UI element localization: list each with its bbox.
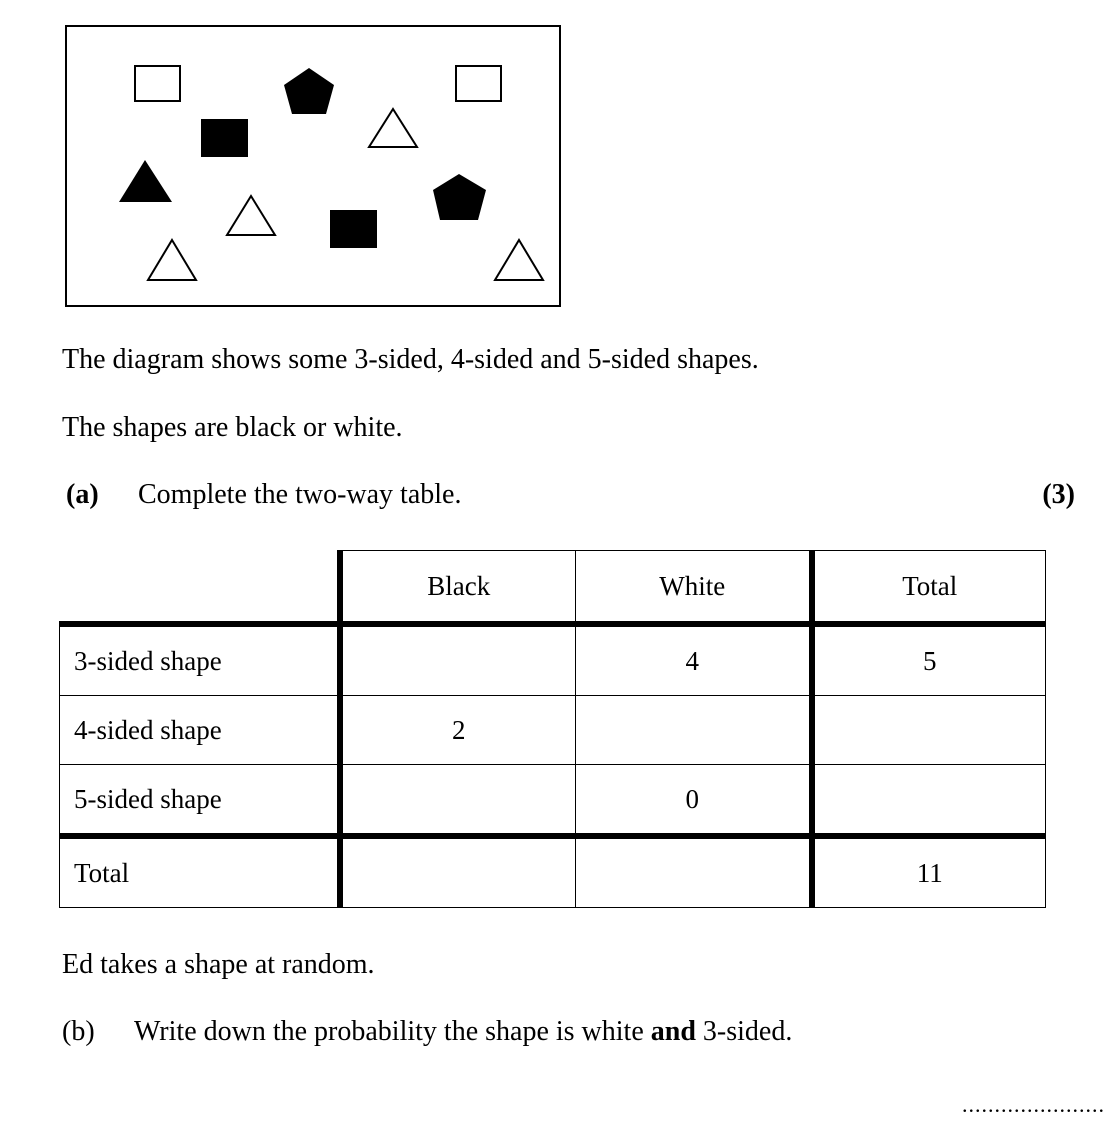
- cell-4-sided-white[interactable]: [576, 696, 812, 765]
- cell-3-sided-white: 4: [576, 624, 812, 696]
- black-square-shape: [330, 210, 377, 248]
- intro-line-1: The diagram shows some 3-sided, 4-sided and 5-sided shapes.: [62, 344, 759, 375]
- white-triangle-shape: [227, 196, 275, 235]
- white-square-shape: [135, 66, 180, 101]
- row-label-4-sided: 4-sided shape: [60, 696, 340, 765]
- table-total-row: [60, 836, 1046, 908]
- cell-total-white[interactable]: [576, 836, 812, 908]
- shapes-svg: [67, 27, 563, 309]
- black-pentagon-shape: [284, 68, 334, 114]
- two-way-table: [59, 550, 1046, 908]
- black-square-shape: [201, 119, 248, 157]
- table-header-row: [60, 551, 1046, 625]
- table-row: [60, 696, 1046, 765]
- cell-4-sided-black: 2: [340, 696, 576, 765]
- white-triangle-shape: [148, 240, 196, 280]
- row-label-total: Total: [60, 836, 340, 908]
- cell-5-sided-black[interactable]: [340, 765, 576, 837]
- part-b-text-after: 3-sided.: [695, 1016, 793, 1047]
- cell-3-sided-black[interactable]: [340, 624, 576, 696]
- intro-line-2: The shapes are black or white.: [62, 412, 403, 443]
- cell-4-sided-total[interactable]: [812, 696, 1046, 765]
- black-pentagon-shape: [433, 174, 486, 220]
- part-b-label: (b): [62, 1016, 95, 1047]
- white-triangle-shape: [369, 109, 417, 147]
- row-label-3-sided: 3-sided shape: [60, 624, 340, 696]
- cell-grand-total: 11: [812, 836, 1046, 908]
- part-a-marks: (3): [1042, 479, 1075, 510]
- part-b-text-bold: and: [650, 1016, 696, 1047]
- header-total: Total: [812, 551, 1046, 625]
- header-black: Black: [340, 551, 576, 625]
- shapes-diagram: [65, 25, 561, 307]
- answer-line[interactable]: ......................: [962, 1092, 1105, 1117]
- table-corner-cell: [60, 551, 340, 625]
- table-row: [60, 765, 1046, 837]
- cell-5-sided-total[interactable]: [812, 765, 1046, 837]
- part-a-label: (a): [66, 479, 99, 510]
- ed-statement: Ed takes a shape at random.: [62, 949, 375, 980]
- white-square-shape: [456, 66, 501, 101]
- row-label-5-sided: 5-sided shape: [60, 765, 340, 837]
- white-triangle-shape: [495, 240, 543, 280]
- cell-total-black[interactable]: [340, 836, 576, 908]
- cell-3-sided-total: 5: [812, 624, 1046, 696]
- part-a-text: Complete the two-way table.: [138, 479, 462, 510]
- part-a-question: [66, 478, 461, 512]
- part-b-question: [62, 1015, 792, 1049]
- black-triangle-shape: [119, 160, 172, 202]
- part-b-text-before: Write down the probability the shape is white: [134, 1016, 651, 1047]
- header-white: White: [576, 551, 812, 625]
- table-row: [60, 624, 1046, 696]
- cell-5-sided-white: 0: [576, 765, 812, 837]
